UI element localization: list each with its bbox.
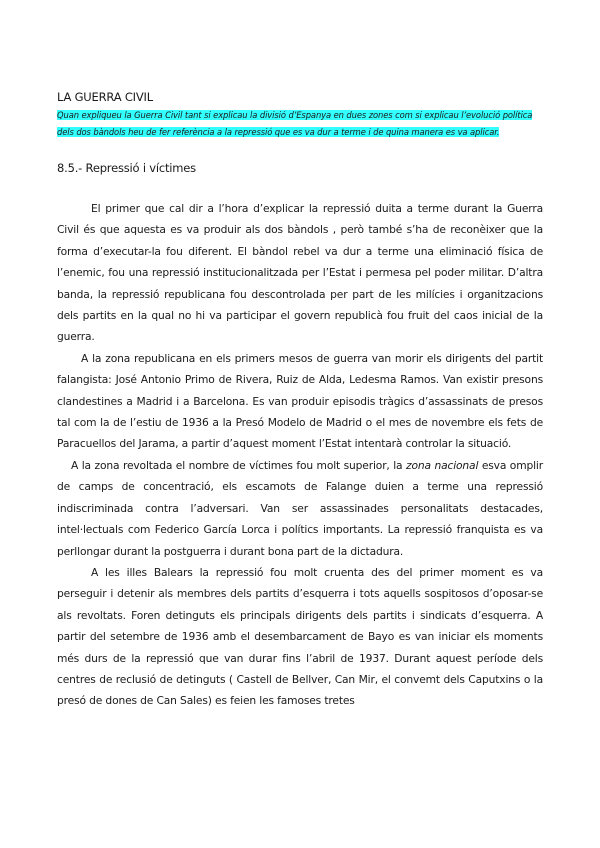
paragraph-2: A la zona republicana en els primers mesos de guerra van morir els dirigents del partit falangista: José Antonio Primo de Rivera, Ruiz de Alda, Ledesma Ramos. Van existir presons clandestines a Madrid i a Barcelona. Es van produir episodis tràgics d’assassinats de presos tal com la de l’estiu de 1936 a la Presó Modelo de Madrid o el mes de novembre els fets de Paracuellos del Jarama, a partir d’aquest moment l’Estat intentarà controlar la situació. bbox=[57, 351, 543, 451]
paragraph-3-emphasis: zona nacional bbox=[406, 458, 479, 472]
section-heading: 8.5.- Repressió i víctimes bbox=[57, 161, 196, 175]
paragraph-3-text-start: A la zona revoltada el nombre de víctimes fou molt superior, la bbox=[71, 458, 407, 472]
paragraph-3-text-end: esva omplir de camps de concentració, els escamots de Falange duien a terme una repressió indiscriminada contra l’adversari. Van ser assassinades personalitats destacades, intel·lectuals com Federico García Lorca i polítics importants. La repressió franquista es va perllongar durant la postguerra i durant bona part de la dictadura. bbox=[57, 458, 543, 558]
document-title: LA GUERRA CIVIL bbox=[57, 90, 153, 104]
paragraph-4: A les illes Balears la repressió fou molt cruenta des del primer moment es va perseguir i detenir als membres dels partits d’esquerra i tots aquells sospitosos d’oposar-se als revoltats. Foren detinguts els principals dirigents dels partits i sindicats d’esquerra. A partir del setembre de 1936 amb el desembarcament de Bayo es van iniciar els moments més durs de la repressió que van durar fins l’abril de 1937. Durant aquest període dels centres de reclusió de detinguts ( Castell de Bellver, Can Mir, el convemt dels Caputxins o la presó de dones de Can Sales) es feien les famoses tretes bbox=[57, 565, 543, 708]
highlighted-instruction-text: Quan expliqueu la Guerra Civil tant si explicau la divisió d’Espanya en dues zones com si explicau l’evolució política dels dos bàndols heu de fer referència a la repressió que es va dur a terme i de quina manera es va aplicar. bbox=[57, 110, 533, 137]
paragraph-1: El primer que cal dir a l’hora d’explicar la repressió duita a terme durant la Guerra Civil és que aquesta es va produir als dos bàndols , però també s’ha de reconèixer que la forma d’executar-la fou diferent. El bàndol rebel va dur a terme una eliminació física de l’enemic, fou una repressió institucionalitzada per l’Estat i permesa pel poder militar. D’altra banda, la repressió republicana fou descontrolada per part de les milícies i organitzacions dels partits en la qual no hi va participar el govern republicà fou fruit del caos inicial de la guerra. bbox=[57, 202, 543, 344]
paragraph-3 bbox=[57, 455, 543, 562]
assignment-instruction bbox=[57, 107, 543, 141]
document-page bbox=[57, 90, 543, 712]
